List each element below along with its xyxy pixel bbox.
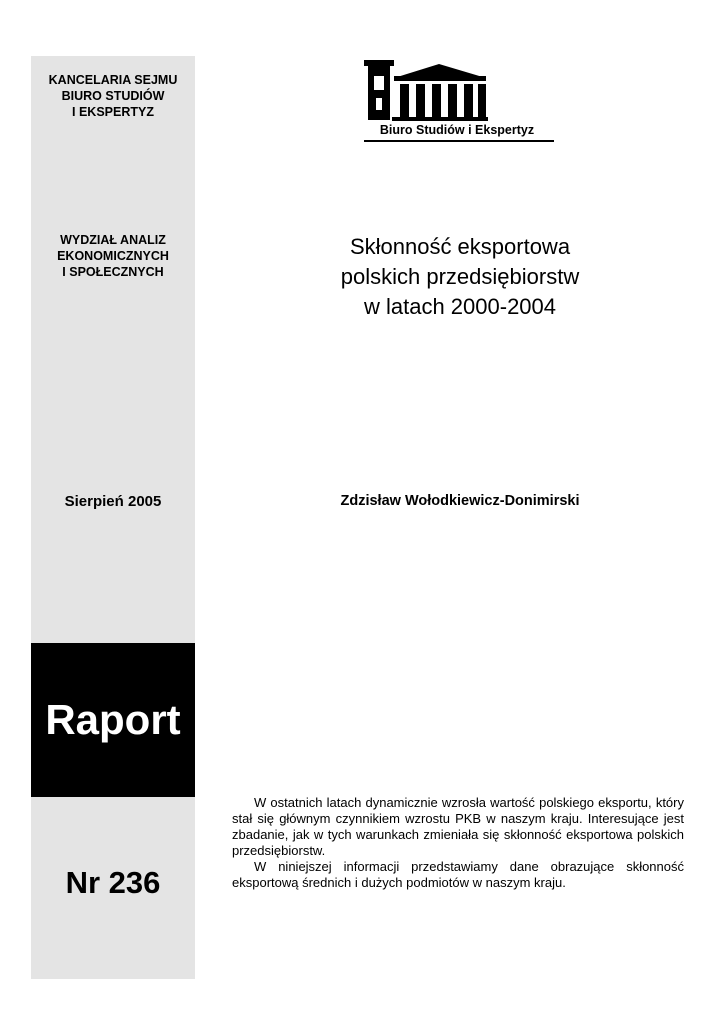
report-label: Raport (31, 643, 195, 797)
publication-date: Sierpień 2005 (64, 493, 162, 510)
abstract-paragraph: W ostatnich latach dynamicznie wzrosła wartość polskiego eksportu, który stał się głównym czynnikiem wzrostu PKB w naszym kraju. Interesujące jest zbadanie, jak w tych warunkach zmieniała się skłonność eksportowa polskich przedsiębiorstw. (232, 795, 684, 858)
institution-name: KANCELARIA SEJMU BIURO STUDIÓW I EKSPERTYZ (48, 73, 178, 119)
bse-logo (360, 56, 560, 148)
department-name: WYDZIAŁ ANALIZ EKONOMICZNYCH I SPOŁECZNYCH (57, 233, 169, 279)
sidebar (31, 56, 195, 979)
abstract-paragraph: W niniejszej informacji przedstawiamy dane obrazujące skłonność eksportową średnich i dużych podmiotów w naszym kraju. (232, 859, 684, 890)
abstract (232, 795, 684, 891)
author-name: Zdzisław Wołodkiewicz-Donimirski (340, 493, 580, 509)
report-title: Skłonność eksportowa polskich przedsiębiorstw w latach 2000-2004 (340, 234, 580, 319)
logo-underline (364, 140, 554, 142)
building-logo-icon (364, 58, 494, 122)
report-number: Nr 236 (65, 865, 161, 900)
logo-caption: Biuro Studiów i Ekspertyz (379, 123, 535, 137)
